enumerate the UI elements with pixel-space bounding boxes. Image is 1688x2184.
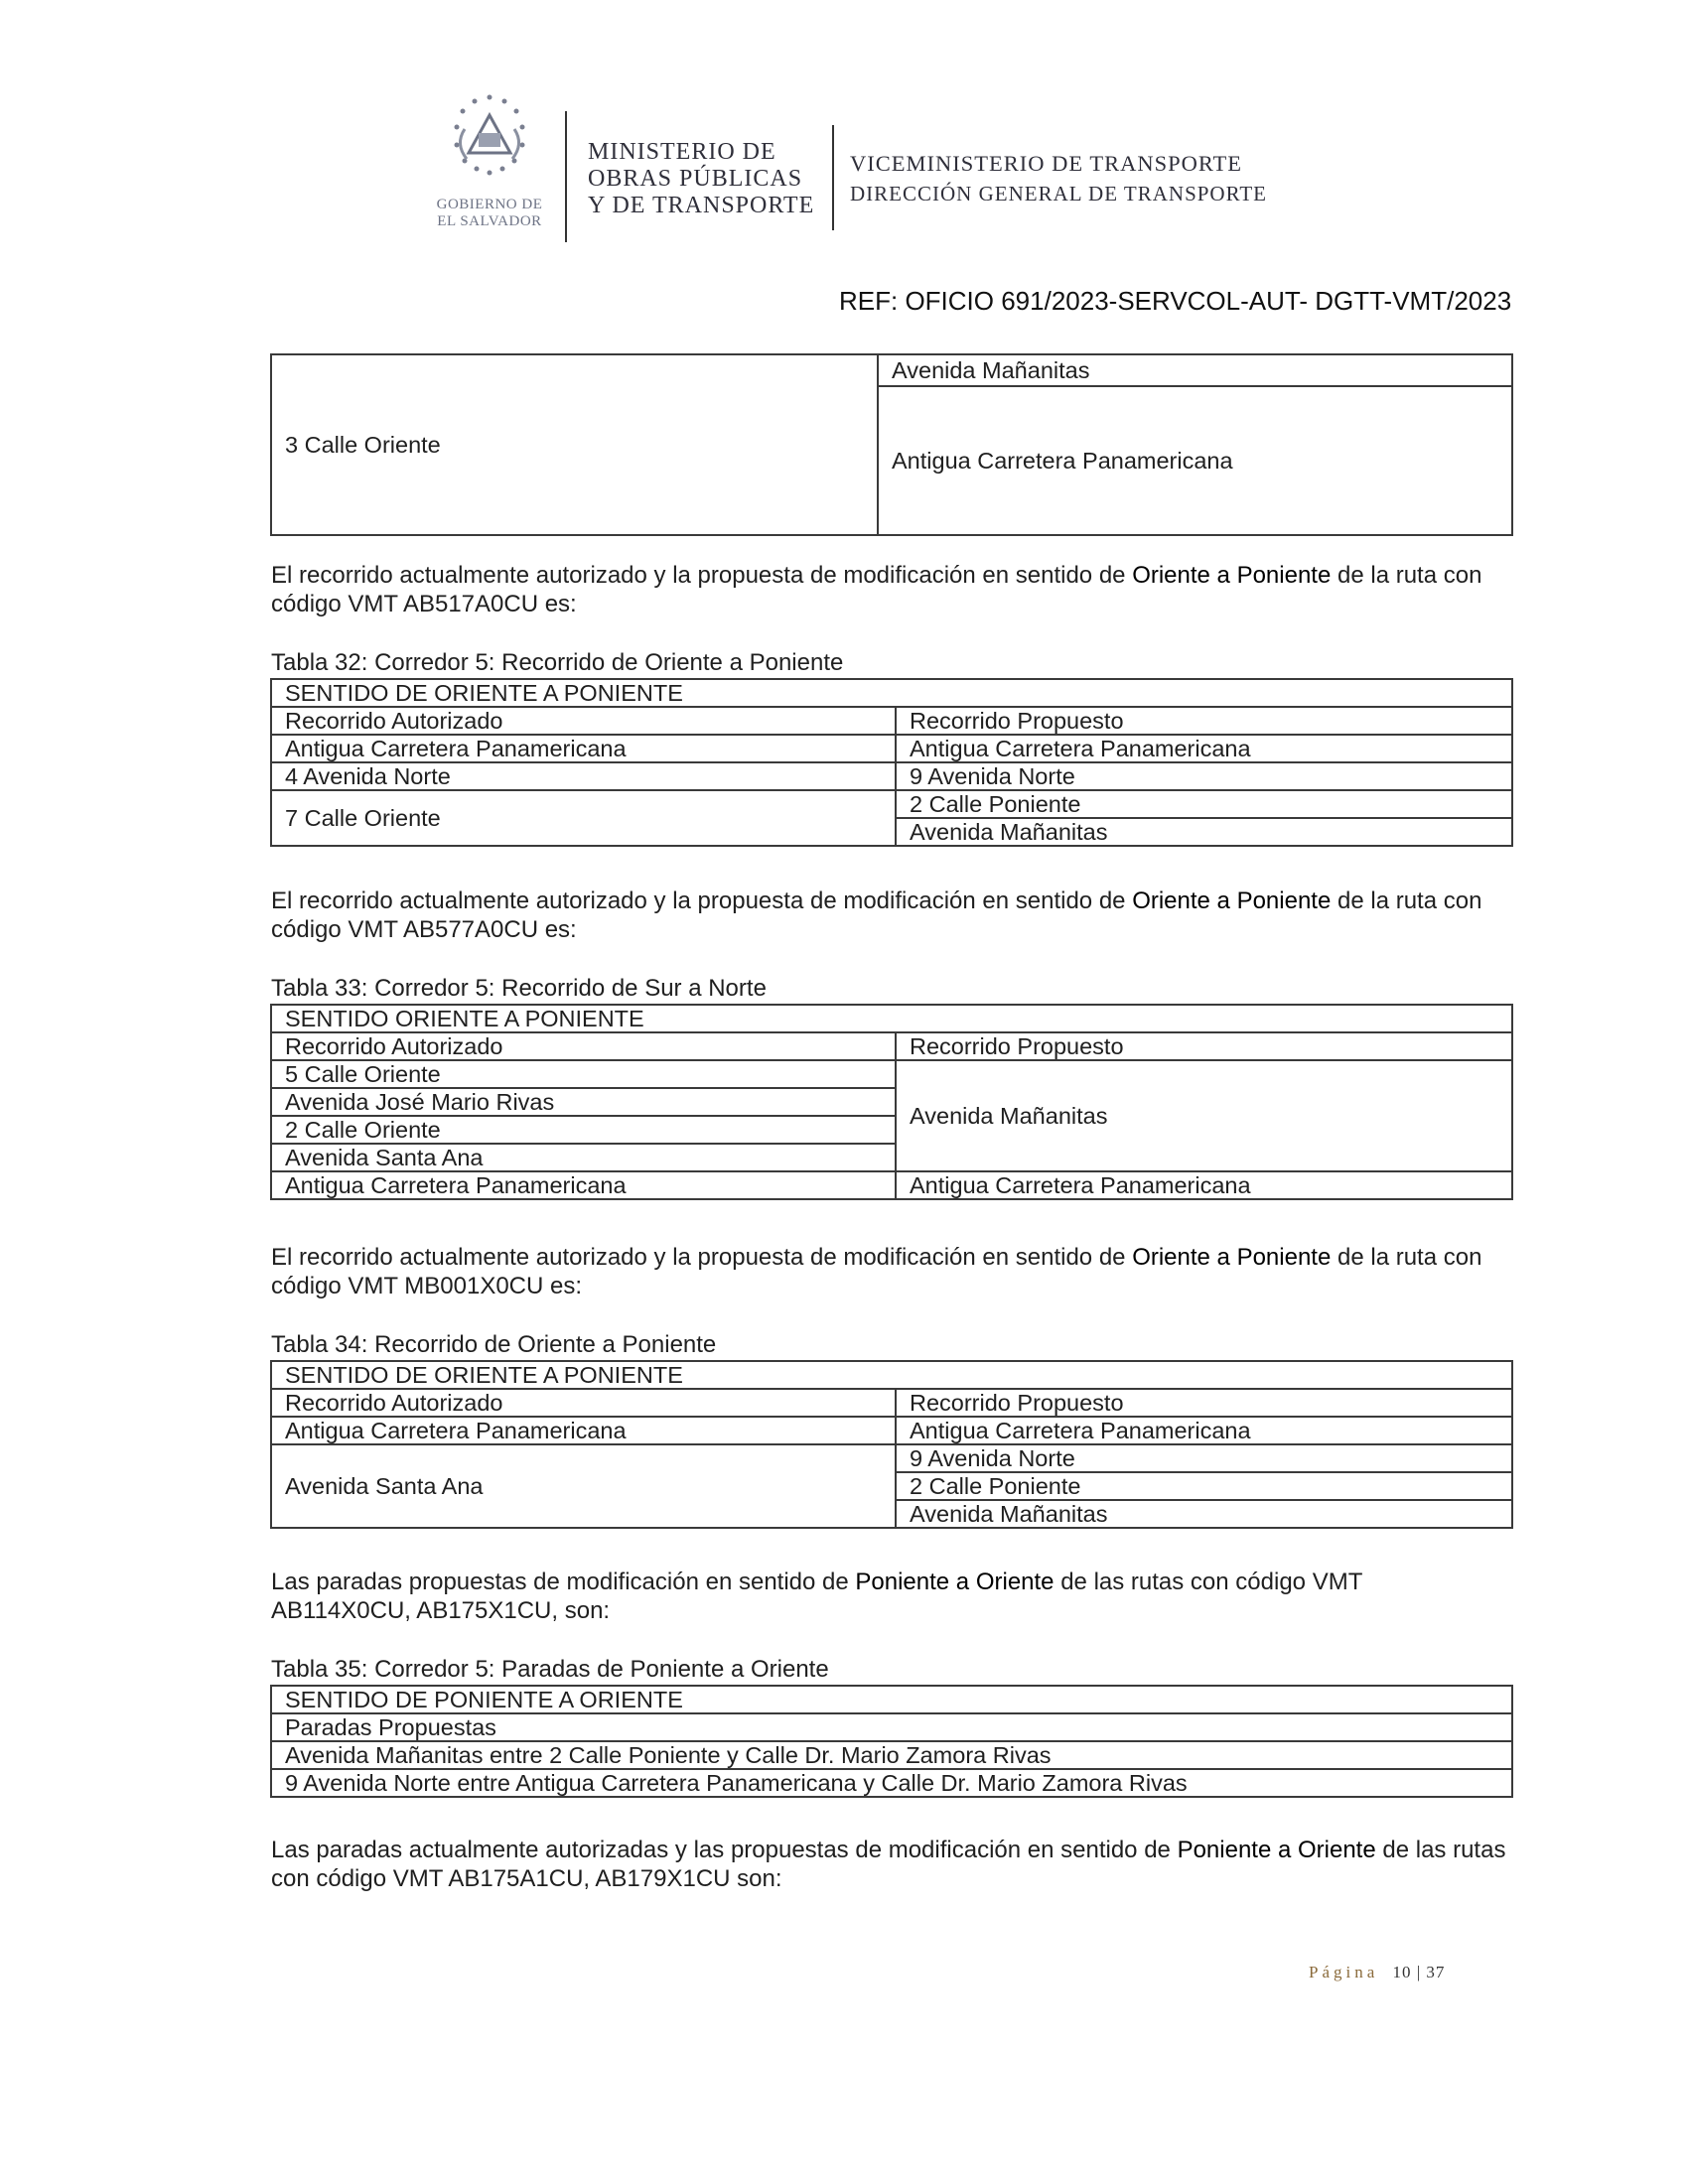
table-cell-merged: Avenida Santa Ana bbox=[271, 1444, 896, 1528]
table-cell: Antigua Carretera Panamericana bbox=[271, 1417, 896, 1444]
table-cell: Avenida Mañanitas bbox=[878, 354, 1512, 386]
table-32 bbox=[270, 678, 1513, 847]
table-title: SENTIDO DE PONIENTE A ORIENTE bbox=[271, 1686, 1512, 1713]
table-cell: Antigua Carretera Panamericana bbox=[878, 386, 1512, 535]
page-label: Página bbox=[1309, 1963, 1379, 1981]
paragraph-stops-ab114: Las paradas propuestas de modificación en sentido de Poniente a Oriente de las rutas con código VMT AB114X0CU, AB175X1CU, son: bbox=[271, 1569, 1362, 1624]
paragraph-route-ab517: El recorrido actualmente autorizado y la propuesta de modificación en sentido de Oriente a Poniente de la ruta con código VMT AB517A0CU es: bbox=[271, 562, 1482, 617]
column-header: Recorrido Propuesto bbox=[896, 1389, 1512, 1417]
table-cell: Antigua Carretera Panamericana bbox=[896, 1171, 1512, 1199]
table-cell: Avenida Mañanitas bbox=[896, 818, 1512, 846]
table-cell: 2 Calle Poniente bbox=[896, 790, 1512, 818]
table-cell: 2 Calle Poniente bbox=[896, 1472, 1512, 1500]
gov-label-line2: EL SALVADOR bbox=[437, 213, 542, 229]
table-35 bbox=[270, 1685, 1513, 1798]
ministry-line-3: Y DE TRANSPORTE bbox=[588, 193, 815, 218]
table-32-caption: Tabla 32: Corredor 5: Recorrido de Oriente a Poniente bbox=[271, 649, 844, 676]
column-header: Recorrido Autorizado bbox=[271, 1389, 896, 1417]
reference-number: REF: OFICIO 691/2023-SERVCOL-AUT- DGTT-VMT/2023 bbox=[839, 286, 1512, 316]
coat-of-arms-icon bbox=[435, 89, 544, 199]
gov-label-line1: GOBIERNO DE bbox=[436, 197, 543, 212]
ministry-name bbox=[588, 139, 814, 219]
column-header: Recorrido Autorizado bbox=[271, 707, 896, 735]
table-35-caption: Tabla 35: Corredor 5: Paradas de Poniente a Oriente bbox=[271, 1656, 829, 1683]
table-cell: 9 Avenida Norte bbox=[896, 1444, 1512, 1472]
table-33-caption: Tabla 33: Corredor 5: Recorrido de Sur a Norte bbox=[271, 975, 767, 1002]
viceministry-line-2: DIRECCIÓN GENERAL DE TRANSPORTE bbox=[850, 182, 1267, 205]
paragraph-stops-ab175: Las paradas actualmente autorizadas y las propuestas de modificación en sentido de Poniente a Oriente de las rutas con código VMT AB175A1CU, AB179X1CU son: bbox=[271, 1837, 1506, 1892]
column-header: Recorrido Autorizado bbox=[271, 1032, 896, 1060]
viceministry-name bbox=[850, 149, 1267, 208]
ministry-line-1: MINISTERIO DE bbox=[588, 139, 776, 165]
table-cell: Antigua Carretera Panamericana bbox=[896, 735, 1512, 762]
paragraph-route-mb001: El recorrido actualmente autorizado y la propuesta de modificación en sentido de Oriente a Poniente de la ruta con código VMT MB001X0CU es: bbox=[271, 1244, 1482, 1299]
column-header: Recorrido Propuesto bbox=[896, 1032, 1512, 1060]
government-seal-logo bbox=[435, 89, 544, 238]
header-divider-1 bbox=[565, 111, 567, 242]
table-title: SENTIDO ORIENTE A PONIENTE bbox=[271, 1005, 1512, 1032]
table-cell: Avenida Mañanitas bbox=[896, 1500, 1512, 1528]
table-title: SENTIDO DE ORIENTE A PONIENTE bbox=[271, 679, 1512, 707]
table-cell: Antigua Carretera Panamericana bbox=[271, 1171, 896, 1199]
table-cell-merged: Avenida Mañanitas bbox=[896, 1060, 1512, 1171]
table-cell: 7 Calle Oriente bbox=[271, 790, 896, 846]
table-34 bbox=[270, 1360, 1513, 1529]
table-cell: 3 Calle Oriente bbox=[271, 354, 878, 535]
header-divider-2 bbox=[832, 125, 834, 230]
table-cell: Antigua Carretera Panamericana bbox=[271, 735, 896, 762]
table-cell: Avenida Mañanitas entre 2 Calle Poniente y Calle Dr. Mario Zamora Rivas bbox=[271, 1741, 1512, 1769]
table-cell: 5 Calle Oriente bbox=[271, 1060, 896, 1088]
column-header: Paradas Propuestas bbox=[271, 1713, 1512, 1741]
table-title: SENTIDO DE ORIENTE A PONIENTE bbox=[271, 1361, 1512, 1389]
viceministry-line-1: VICEMINISTERIO DE TRANSPORTE bbox=[850, 151, 1242, 176]
column-header: Recorrido Propuesto bbox=[896, 707, 1512, 735]
page-count: 10 | 37 bbox=[1392, 1963, 1446, 1981]
table-cell: Avenida Santa Ana bbox=[271, 1144, 896, 1171]
continuation-table bbox=[270, 353, 1513, 536]
table-cell: Antigua Carretera Panamericana bbox=[896, 1417, 1512, 1444]
ministry-line-2: OBRAS PÚBLICAS bbox=[588, 166, 803, 192]
table-cell: 9 Avenida Norte entre Antigua Carretera Panamericana y Calle Dr. Mario Zamora Rivas bbox=[271, 1769, 1512, 1797]
page-number bbox=[1309, 1963, 1445, 1982]
table-cell: Avenida José Mario Rivas bbox=[271, 1088, 896, 1116]
paragraph-route-ab577: El recorrido actualmente autorizado y la propuesta de modificación en sentido de Oriente a Poniente de la ruta con código VMT AB577A0CU es: bbox=[271, 887, 1482, 943]
table-33 bbox=[270, 1004, 1513, 1200]
table-cell: 4 Avenida Norte bbox=[271, 762, 896, 790]
table-34-caption: Tabla 34: Recorrido de Oriente a Poniente bbox=[271, 1331, 717, 1358]
table-cell: 9 Avenida Norte bbox=[896, 762, 1512, 790]
table-cell: 2 Calle Oriente bbox=[271, 1116, 896, 1144]
